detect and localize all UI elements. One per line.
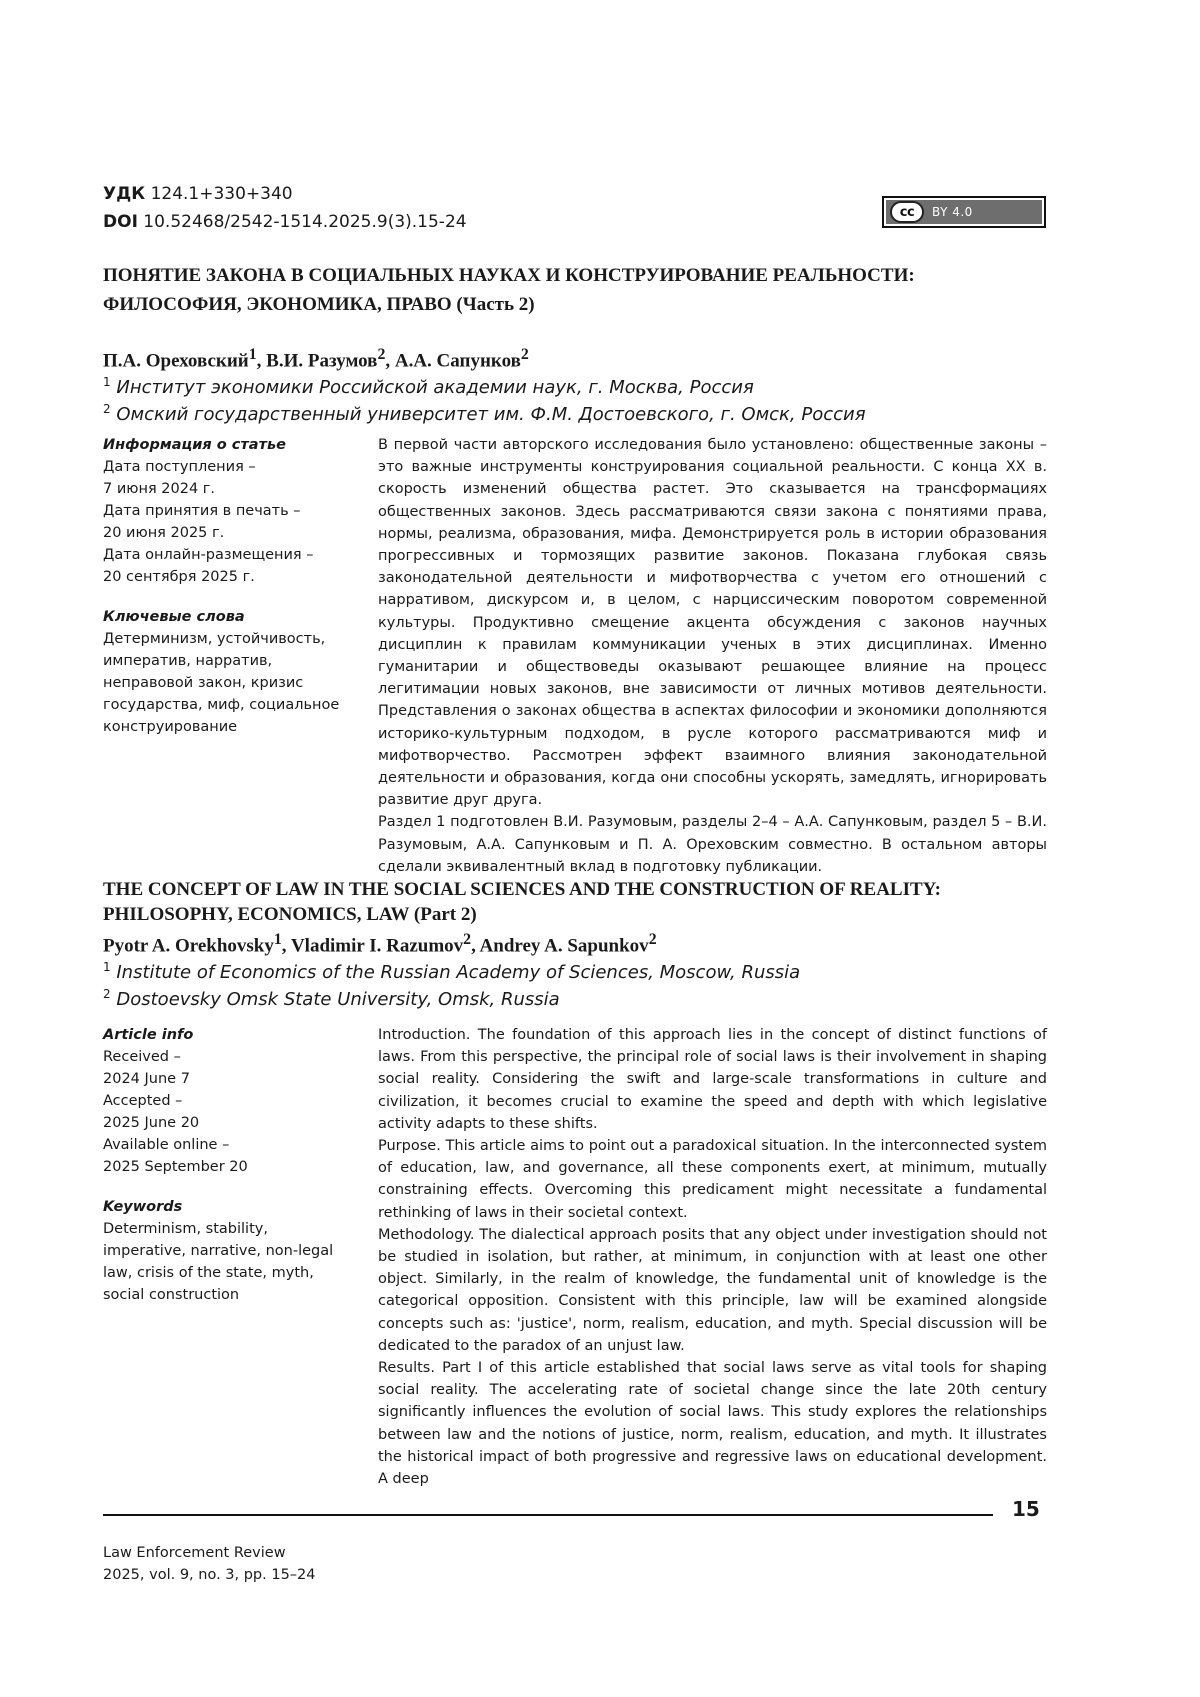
accepted-label-ru: Дата принятия в печать – <box>103 500 353 522</box>
udk-line <box>103 180 467 208</box>
author-en-1-sup: 1 <box>274 931 282 948</box>
author-en-2-sup: 2 <box>463 931 471 948</box>
author-ru-2: В.И. Разумов <box>266 350 377 371</box>
author-en-1: Pyotr A. Orekhovsky <box>103 935 274 956</box>
aff-ru-1-sup: 1 <box>103 375 111 389</box>
author-en-2: Vladimir I. Razumov <box>291 935 463 956</box>
aff-ru-2-text: Омский государственный университет им. Ф.М. Достоевского, г. Омск, Россия <box>116 404 865 425</box>
info-heading-ru: Информация о статье <box>103 434 353 456</box>
accepted-label-en: Accepted – <box>103 1090 353 1112</box>
aff-ru-1-text: Институт экономики Российской академии наук, г. Москва, Россия <box>116 377 753 398</box>
title-en-line2: PHILOSOPHY, ECONOMICS, LAW (Part 2) <box>103 902 1103 927</box>
author-ru-1-sup: 1 <box>249 346 257 363</box>
keywords-ru: Детерминизм, устойчивость, императив, нарратив, неправовой закон, кризис государства, миф, социальное конструирование <box>103 628 353 738</box>
aff-en-1-sup: 1 <box>103 960 111 974</box>
author-ru-1: П.А. Ореховский <box>103 350 249 371</box>
keywords-heading-ru: Ключевые слова <box>103 606 353 628</box>
keywords-en: Determinism, stability, imperative, narrative, non-legal law, crisis of the state, myth, social construction <box>103 1218 353 1306</box>
online-label-ru: Дата онлайн-размещения – <box>103 544 353 566</box>
contribution-ru: Раздел 1 подготовлен В.И. Разумовым, разделы 2–4 – А.А. Сапунковым, раздел 5 – В.И. Разумовым, А.А. Сапунковым и П. А. Ореховским совместно. В остальном авторы сделали эквивалентный вклад в подготовку публикации. <box>378 811 1047 878</box>
abstract-ru-text: В первой части авторского исследования было установлено: общественные законы – это важные инструменты конструирования социальной реальности. С конца XX в. скорость изменений общества растет. Это сказывается на трансформациях общественных законов. Здесь рассматриваются связи закона с понятиями права, нормы, реализма, образования, мифа. Демонстрируется роль в истории образования прогрессивных и тормозящих развитие законов. Показана глубокая связь законодательной деятельности и мифотворчества с учетом его отношений с нарративом, дискурсом и, в целом, с нарциссическим поворотом современной культуры. Продуктивно смещение акцента обсуждения с законов научных дисциплин к правилам коммуникации ученых в этих дисциплинах. Именно гуманитарии и обществоведы оказывают решающее влияние на процесс легитимации новых законов, вне зависимости от личных мотивов деятельности. Представления о законах общества в аспектах философии и экономики дополняются историко-культурным подходом, в русле которого рассматриваются миф и мифотворчество. Рассмотрен эффект взаимного влияния законодательной деятельности и образования, когда они способны ускорять, замедлять, игнорировать развитие друг друга. <box>378 434 1047 811</box>
author-ru-3-sup: 2 <box>521 346 529 363</box>
doi-line <box>103 208 467 236</box>
purpose-en: Purpose. This article aims to point out a paradoxical situation. In the interconnected system of education, law, and governance, all these components exert, at minimum, mutually constraining effects. Overcoming this predicament might necessitate a fundamental rethinking of laws in their societal context. <box>378 1135 1047 1224</box>
page-number: 15 <box>1012 1497 1040 1521</box>
doi-label: DOI <box>103 212 138 232</box>
received-label-en: Received – <box>103 1046 353 1068</box>
info-heading-en: Article info <box>103 1024 353 1046</box>
cc-license-badge[interactable] <box>882 196 1046 228</box>
doi-value[interactable]: 10.52468/2542-1514.2025.9(3).15-24 <box>143 212 466 232</box>
received-date-en: 2024 June 7 <box>103 1068 353 1090</box>
online-date-ru: 20 сентября 2025 г. <box>103 566 353 588</box>
aff-en-2-text: Dostoevsky Omsk State University, Omsk, Russia <box>116 989 559 1010</box>
udk-label: УДК <box>103 184 145 204</box>
title-ru <box>103 261 1003 319</box>
title-ru-line2: ФИЛОСОФИЯ, ЭКОНОМИКА, ПРАВО (Часть 2) <box>103 290 1003 319</box>
author-ru-2-sup: 2 <box>377 346 385 363</box>
journal-name: Law Enforcement Review <box>103 1542 316 1564</box>
online-date-en: 2025 September 20 <box>103 1156 353 1178</box>
aff-ru-2-sup: 2 <box>103 402 111 416</box>
article-info-ru <box>103 434 353 738</box>
cc-license-inner <box>886 200 1042 224</box>
journal-footer <box>103 1542 316 1586</box>
accepted-date-en: 2025 June 20 <box>103 1112 353 1134</box>
keywords-heading-en: Keywords <box>103 1196 353 1218</box>
article-identifiers <box>103 180 467 236</box>
abstract-ru <box>378 434 1047 878</box>
creative-commons-icon: cc <box>890 201 924 223</box>
authors-ru: П.А. Ореховский1, В.И. Разумов2, А.А. Сапунков2 <box>103 342 529 374</box>
online-label-en: Available online – <box>103 1134 353 1156</box>
author-ru-3: А.А. Сапунков <box>395 350 521 371</box>
title-en-line1: THE CONCEPT OF LAW IN THE SOCIAL SCIENCES AND THE CONSTRUCTION OF REALITY: <box>103 877 1103 902</box>
affiliation-ru-2 <box>103 396 866 428</box>
received-label-ru: Дата поступления – <box>103 456 353 478</box>
journal-issue: 2025, vol. 9, no. 3, pp. 15–24 <box>103 1564 316 1586</box>
aff-en-2-sup: 2 <box>103 987 111 1001</box>
title-en <box>103 877 1103 958</box>
author-en-3: Andrey A. Sapunkov <box>480 935 649 956</box>
authors-en: Pyotr A. Orekhovsky1, Vladimir I. Razumov2, Andrey A. Sapunkov2 <box>103 927 1103 958</box>
results-en: Results. Part I of this article established that social laws serve as vital tools for shaping social reality. The accelerating rate of societal change since the late 20th century significantly influences the evolution of social laws. This study explores the relationships between law and the notions of justice, norm, realism, education, and myth. It illustrates the historical impact of both progressive and regressive laws on educational development. A deep <box>378 1357 1047 1490</box>
affiliation-en-2 <box>103 981 560 1013</box>
received-date-ru: 7 июня 2024 г. <box>103 478 353 500</box>
author-en-3-sup: 2 <box>649 931 657 948</box>
title-ru-line1: ПОНЯТИЕ ЗАКОНА В СОЦИАЛЬНЫХ НАУКАХ И КОНСТРУИРОВАНИЕ РЕАЛЬНОСТИ: <box>103 261 1003 290</box>
methodology-en: Methodology. The dialectical approach posits that any object under investigation should not be studied in isolation, but rather, at minimum, in conjunction with at least one other object. Similarly, in the realm of knowledge, the fundamental unit of knowledge is the categorical opposition. Consistent with this principle, law will be examined alongside concepts such as: 'justice', norm, realism, education, and myth. Special discussion will be dedicated to the paradox of an unjust law. <box>378 1224 1047 1357</box>
footer-rule <box>103 1514 993 1516</box>
introduction-en: Introduction. The foundation of this approach lies in the concept of distinct functions of laws. From this perspective, the principal role of social laws is their involvement in shaping social reality. Considering the swift and large-scale transformations in culture and civilization, it becomes crucial to examine the speed and depth with which legislative activity adapts to these shifts. <box>378 1024 1047 1135</box>
aff-en-1-text: Institute of Economics of the Russian Academy of Sciences, Moscow, Russia <box>116 962 800 983</box>
udk-value: 124.1+330+340 <box>151 184 293 204</box>
article-info-en <box>103 1024 353 1306</box>
abstract-en <box>378 1024 1047 1490</box>
accepted-date-ru: 20 июня 2025 г. <box>103 522 353 544</box>
license-text: BY 4.0 <box>932 205 973 219</box>
